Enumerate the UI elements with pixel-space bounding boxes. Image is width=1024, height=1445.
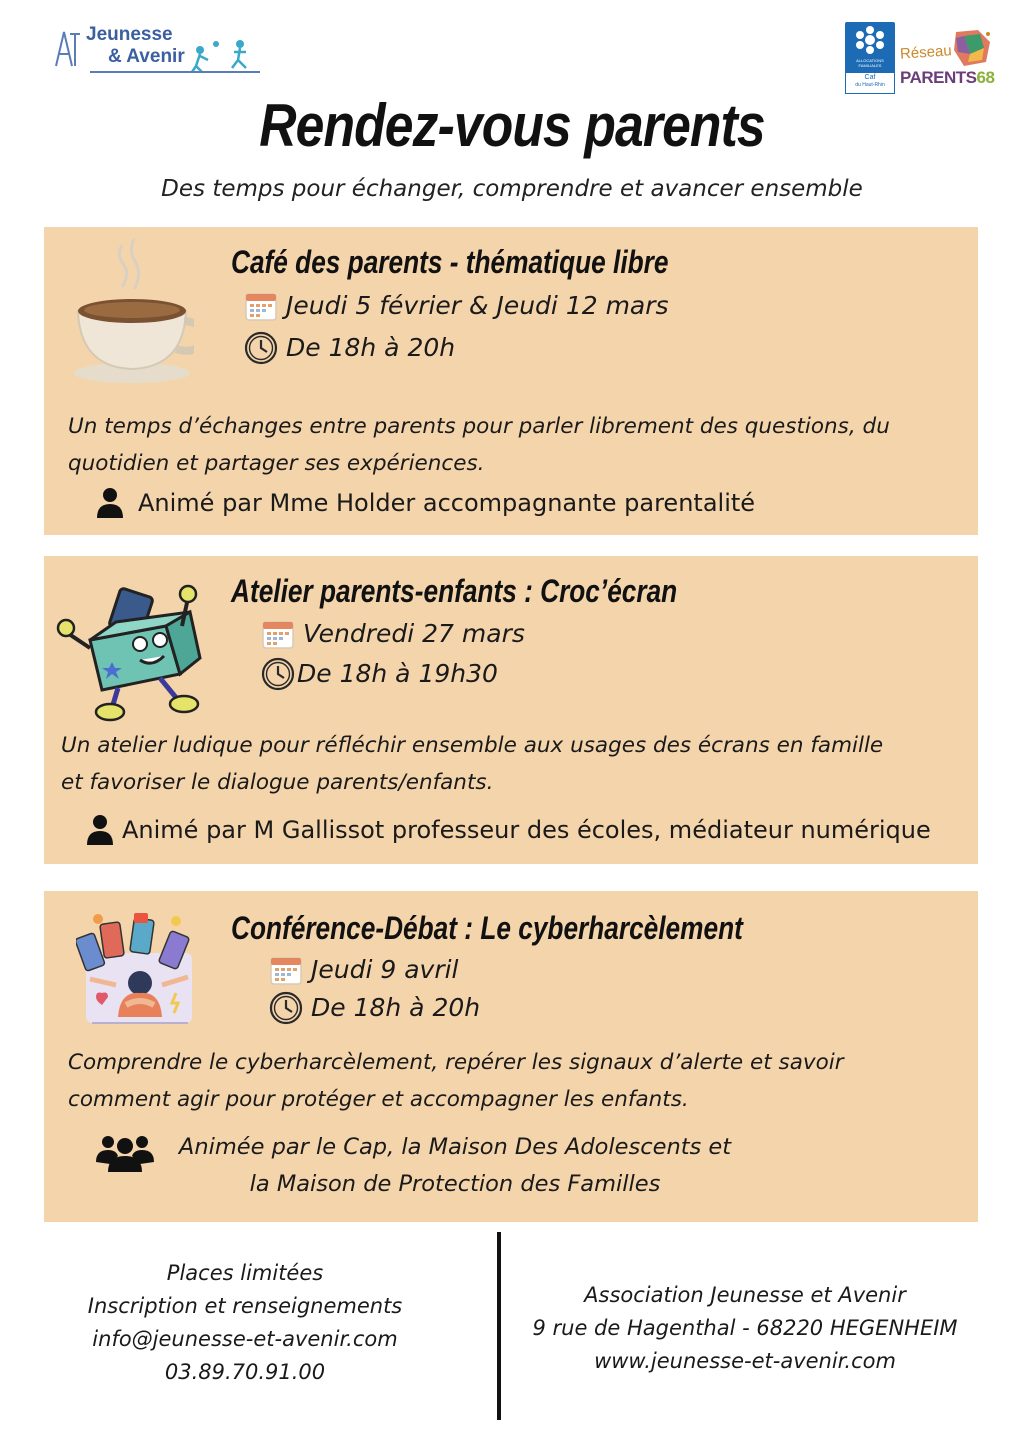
person-icon xyxy=(86,814,114,846)
clock-icon xyxy=(261,657,295,691)
caf-logo xyxy=(845,22,895,94)
footer-divider xyxy=(497,1232,501,1420)
reseau-parents-logo xyxy=(898,28,994,94)
footer-email-link[interactable]: info@jeunesse-et-avenir.com xyxy=(92,1327,398,1351)
person-icon xyxy=(96,487,124,519)
host-line: la Maison de Protection des Familles xyxy=(249,1171,661,1197)
footer-website-link[interactable]: www.jeunesse-et-avenir.com xyxy=(594,1349,896,1373)
host-text: Animé par Mme Holder accompagnante parentalité xyxy=(138,489,756,517)
event-title: Atelier parents-enfants : Croc’écran xyxy=(231,573,678,609)
event-host xyxy=(86,813,931,847)
clock-icon xyxy=(269,991,303,1025)
event-title: Conférence-Débat : Le cyberharcèlement xyxy=(231,910,743,946)
description-line: comment agir pour protéger et accompagner les enfants. xyxy=(68,1087,689,1112)
description-line: Un temps d’échanges entre parents pour parler librement des questions, du xyxy=(68,414,890,439)
parents-number: 68 xyxy=(976,68,995,87)
calendar-icon xyxy=(244,290,278,322)
logo-line-2: & Avenir xyxy=(108,46,185,67)
event-time: De 18h à 19h30 xyxy=(297,659,498,688)
screen-monster-icon xyxy=(56,582,208,722)
page-subtitle: Des temps pour échanger, comprendre et avancer ensemble xyxy=(161,176,863,202)
event-date: Jeudi 5 février & Jeudi 12 mars xyxy=(286,291,669,320)
description-line: et favoriser le dialogue parents/enfants. xyxy=(61,770,494,795)
event-time: De 18h à 20h xyxy=(286,333,456,362)
event-time-row xyxy=(244,331,455,365)
event-description xyxy=(68,1044,844,1118)
logo-line-1: Jeunesse xyxy=(86,24,173,45)
event-date-row xyxy=(261,617,525,651)
host-line: Animée par le Cap, la Maison Des Adolescents et xyxy=(178,1134,732,1160)
event-description xyxy=(61,727,883,801)
event-description xyxy=(68,408,890,482)
event-card-atelier xyxy=(44,556,978,864)
event-time-row xyxy=(269,991,480,1025)
event-host xyxy=(145,1129,765,1203)
page-title: Rendez-vous parents xyxy=(259,92,765,159)
event-date: Vendredi 27 mars xyxy=(303,619,525,648)
calendar-icon xyxy=(261,618,295,650)
description-line: Comprendre le cyberharcèlement, repérer les signaux d’alerte et savoir xyxy=(68,1050,844,1075)
caf-flower-icon xyxy=(845,22,895,58)
event-host xyxy=(96,486,755,520)
reseau-word: Réseau xyxy=(899,42,953,63)
host-text: Animé par M Gallissot professeur des écoles, médiateur numérique xyxy=(122,816,931,844)
footer-places: Places limitées xyxy=(166,1261,324,1285)
event-card-cafe xyxy=(44,227,978,535)
footer-inscription: Inscription et renseignements xyxy=(87,1294,403,1318)
cyberbullying-icon xyxy=(76,913,202,1025)
footer-street: 9 rue de Hagenthal - 68220 HEGENHEIM xyxy=(532,1316,958,1340)
event-date-row xyxy=(269,953,459,987)
description-line: Un atelier ludique pour réfléchir ensemble aux usages des écrans en famille xyxy=(61,733,884,758)
event-date: Jeudi 9 avril xyxy=(311,955,459,984)
caf-name: Caf xyxy=(864,74,876,81)
event-date-row xyxy=(244,289,669,323)
parents-word: PARENTS68 xyxy=(900,68,995,87)
caf-top-text: ALLOCATIONS FAMILIALES xyxy=(856,58,884,68)
event-time-row xyxy=(261,657,498,691)
caf-region: du Haut-Rhin xyxy=(855,82,885,88)
coffee-cup-icon xyxy=(72,235,194,385)
event-card-conference xyxy=(44,891,978,1222)
jeunesse-avenir-logo xyxy=(50,22,265,78)
footer-association: Association Jeunesse et Avenir xyxy=(584,1283,906,1307)
footer-phone: 03.89.70.91.00 xyxy=(164,1360,326,1384)
footer-contact xyxy=(45,1257,445,1389)
footer-address xyxy=(520,1279,970,1378)
event-title: Café des parents - thématique libre xyxy=(231,244,669,280)
calendar-icon xyxy=(269,954,303,986)
description-line: quotidien et partager ses expériences. xyxy=(68,451,485,476)
clock-icon xyxy=(244,331,278,365)
event-time: De 18h à 20h xyxy=(311,993,481,1022)
